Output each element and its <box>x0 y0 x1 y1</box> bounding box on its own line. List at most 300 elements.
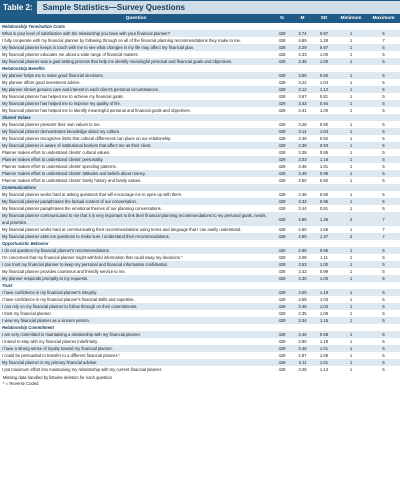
table-row <box>0 86 400 93</box>
n-cell: 429 <box>272 275 292 282</box>
min-cell: 1 <box>335 121 367 128</box>
table-row <box>0 338 400 345</box>
question-cell: My financial planner paraphrases the factual content of our conversation. <box>0 198 272 205</box>
mean-cell: 3.03 <box>292 156 313 163</box>
table-row <box>0 156 400 163</box>
max-cell: 5 <box>367 86 400 93</box>
section-row <box>0 114 400 121</box>
n-cell: 428 <box>272 212 292 226</box>
table-row <box>0 163 400 170</box>
col-sd: SD <box>313 14 335 23</box>
question-cell: I have confidence in my financial planner's integrity. <box>0 289 272 296</box>
min-cell: 1 <box>335 93 367 100</box>
max-cell: 5 <box>367 198 400 205</box>
table-title-bar <box>0 0 400 14</box>
mean-cell: 3.32 <box>292 198 313 205</box>
min-cell: 1 <box>335 86 367 93</box>
table-title: Sample Statistics—Survey Questions <box>42 3 185 12</box>
min-cell: 1 <box>335 345 367 352</box>
n-cell: 429 <box>272 30 292 37</box>
sd-cell: 1.14 <box>313 366 335 373</box>
question-cell: My financial planner works hard at communicating their recommendations using terms and language that I can easily understand. <box>0 226 272 233</box>
n-cell: 429 <box>272 366 292 373</box>
sd-cell: 1.56 <box>313 226 335 233</box>
table-row <box>0 317 400 324</box>
min-cell: 1 <box>335 163 367 170</box>
mean-cell: 2.87 <box>292 352 313 359</box>
min-cell: 1 <box>335 135 367 142</box>
n-cell: 429 <box>272 163 292 170</box>
min-cell: 2 <box>335 233 367 240</box>
mean-cell: 3.35 <box>292 58 313 65</box>
question-cell: My financial planner recognizes limits that cultural differences can place on our relationship. <box>0 135 272 142</box>
footnote: * = Reverse Coded <box>3 381 39 386</box>
sd-cell: 0.85 <box>313 247 335 254</box>
max-cell: 5 <box>367 296 400 303</box>
mean-cell: 3.55 <box>292 296 313 303</box>
n-cell: 429 <box>272 254 292 261</box>
sd-cell: 0.90 <box>313 191 335 198</box>
col-max: Maximum <box>367 14 400 23</box>
sd-cell: 0.97 <box>313 44 335 51</box>
col-m: M <box>292 14 313 23</box>
mean-cell: 3.30 <box>292 275 313 282</box>
sd-cell: 1.00 <box>313 107 335 114</box>
sd-cell: 0.81 <box>313 205 335 212</box>
n-cell: 429 <box>272 310 292 317</box>
table-row <box>0 93 400 100</box>
mean-cell: 3.53 <box>292 261 313 268</box>
question-cell: I have a strong sense of loyalty toward my financial planner. <box>0 345 272 352</box>
table-row <box>0 128 400 135</box>
section-row <box>0 324 400 331</box>
mean-cell: 3.42 <box>292 268 313 275</box>
mean-cell: 3.43 <box>292 100 313 107</box>
col-min: Minimum <box>335 14 367 23</box>
table-row <box>0 37 400 44</box>
question-cell: I can rely on my financial planner to follow through on their commitments. <box>0 303 272 310</box>
max-cell: 5 <box>367 128 400 135</box>
table-row <box>0 261 400 268</box>
section-row <box>0 184 400 191</box>
min-cell: 1 <box>335 100 367 107</box>
max-cell: 5 <box>367 107 400 114</box>
question-cell: My financial planner keeps in touch with me to see what changes in my life may affect my financial plan. <box>0 44 272 51</box>
question-cell: I intend to stay with my financial planner indefinitely. <box>0 338 272 345</box>
max-cell: 7 <box>367 37 400 44</box>
max-cell: 5 <box>367 191 400 198</box>
sd-cell: 1.00 <box>313 51 335 58</box>
mean-cell: 3.46 <box>292 331 313 338</box>
min-cell: 1 <box>335 296 367 303</box>
sd-cell: 1.00 <box>313 261 335 268</box>
mean-cell: 3.60 <box>292 72 313 79</box>
n-cell: 429 <box>272 345 292 352</box>
min-cell: 1 <box>335 317 367 324</box>
col-question: Question <box>0 14 272 23</box>
table-row <box>0 310 400 317</box>
table-row <box>0 51 400 58</box>
max-cell: 5 <box>367 331 400 338</box>
min-cell: 1 <box>335 275 367 282</box>
mean-cell: 3.08 <box>292 254 313 261</box>
min-cell: 1 <box>335 198 367 205</box>
mean-cell: 3.12 <box>292 86 313 93</box>
section-row <box>0 65 400 72</box>
mean-cell: 3.22 <box>292 79 313 86</box>
mean-cell: 3.28 <box>292 121 313 128</box>
sd-cell: 1.08 <box>313 310 335 317</box>
question-cell: My financial planner communicated to me that it is very important to link their financial planning recommendations to my personal goals, needs, and priorities. <box>0 212 272 226</box>
mean-cell: 3.45 <box>292 163 313 170</box>
max-cell: 5 <box>367 30 400 37</box>
max-cell: 7 <box>367 226 400 233</box>
question-cell: My planner offers good investment advice. <box>0 79 272 86</box>
min-cell: 1 <box>335 107 367 114</box>
mean-cell: 4.60 <box>292 212 313 226</box>
n-cell: 429 <box>272 359 292 366</box>
sd-cell: 1.19 <box>313 338 335 345</box>
table-row <box>0 100 400 107</box>
min-cell: 1 <box>335 142 367 149</box>
table-row <box>0 177 400 184</box>
table-row <box>0 296 400 303</box>
question-cell: I have confidence in my financial planner's financial skills and expertise. <box>0 296 272 303</box>
max-cell: 5 <box>367 247 400 254</box>
min-cell: 1 <box>335 352 367 359</box>
min-cell: 1 <box>335 149 367 156</box>
max-cell: 5 <box>367 156 400 163</box>
n-cell: 429 <box>272 107 292 114</box>
table-row <box>0 352 400 359</box>
question-cell: I view my financial planner as a sincere person. <box>0 317 272 324</box>
n-cell: 429 <box>272 338 292 345</box>
question-cell: My planner responds promptly to my requests. <box>0 275 272 282</box>
question-cell: I trust my financial planner. <box>0 310 272 317</box>
table-row <box>0 359 400 366</box>
n-cell: 429 <box>272 191 292 198</box>
footnote: Missing data handled by listwise deletion for each question <box>3 375 112 380</box>
sd-cell: 0.99 <box>313 268 335 275</box>
n-cell: 429 <box>272 352 292 359</box>
max-cell: 5 <box>367 275 400 282</box>
max-cell: 5 <box>367 100 400 107</box>
table-row <box>0 212 400 226</box>
min-cell: 1 <box>335 268 367 275</box>
question-cell: I put maximum effort into maintaining my relationship with my current financial planner. <box>0 366 272 373</box>
mean-cell: 3.39 <box>292 142 313 149</box>
footnotes <box>0 373 400 387</box>
question-cell: I can trust my financial planner to keep my personal and financial information confidential. <box>0 261 272 268</box>
sd-cell: 1.01 <box>313 345 335 352</box>
table-row <box>0 268 400 275</box>
min-cell: 1 <box>335 331 367 338</box>
min-cell: 1 <box>335 254 367 261</box>
max-cell: 5 <box>367 177 400 184</box>
n-cell: 429 <box>272 72 292 79</box>
sd-cell: 1.03 <box>313 303 335 310</box>
mean-cell: 3.29 <box>292 44 313 51</box>
question-cell: My financial planner demonstrates knowledge about my culture. <box>0 128 272 135</box>
min-cell: 1 <box>335 37 367 44</box>
min-cell: 1 <box>335 303 367 310</box>
max-cell: 5 <box>367 149 400 156</box>
question-cell: I do not question my financial planner's recommendations. <box>0 247 272 254</box>
max-cell: 5 <box>367 254 400 261</box>
sd-cell: 1.16 <box>313 156 335 163</box>
table-number: Table 2: <box>0 1 37 14</box>
question-cell: Planner makes effort to understand clients' attitudes and beliefs about money. <box>0 170 272 177</box>
min-cell: 1 <box>335 44 367 51</box>
sd-cell: 0.98 <box>313 170 335 177</box>
sd-cell: 1.01 <box>313 163 335 170</box>
mean-cell: 3.14 <box>292 128 313 135</box>
max-cell: 5 <box>367 352 400 359</box>
col-n: N <box>272 14 292 23</box>
sd-cell: 1.37 <box>313 233 335 240</box>
mean-cell: 3.00 <box>292 289 313 296</box>
sd-cell: 0.92 <box>313 72 335 79</box>
sd-cell: 0.85 <box>313 149 335 156</box>
mean-cell: 3.45 <box>292 303 313 310</box>
sd-cell: 0.92 <box>313 135 335 142</box>
n-cell: 430 <box>272 247 292 254</box>
min-cell: 1 <box>335 51 367 58</box>
sd-cell: 1.19 <box>313 289 335 296</box>
max-cell: 5 <box>367 268 400 275</box>
question-cell: My planner helps me to make good financial decisions. <box>0 72 272 79</box>
mean-cell: 3.34 <box>292 317 313 324</box>
mean-cell: 3.25 <box>292 366 313 373</box>
table-row <box>0 303 400 310</box>
table-row <box>0 79 400 86</box>
question-cell: My planner shows genuine care and interest in each client's personal circumstances. <box>0 86 272 93</box>
table-row <box>0 135 400 142</box>
min-cell: 1 <box>335 128 367 135</box>
question-cell: What is your level of satisfaction with the relationship you have with your financial planner? <box>0 30 272 37</box>
min-cell: 1 <box>335 79 367 86</box>
n-cell: 428 <box>272 51 292 58</box>
max-cell: 5 <box>367 317 400 324</box>
max-cell: 5 <box>367 170 400 177</box>
mean-cell: 3.46 <box>292 345 313 352</box>
table-row <box>0 345 400 352</box>
sd-cell: 1.28 <box>313 37 335 44</box>
max-cell: 5 <box>367 135 400 142</box>
n-cell: 429 <box>272 261 292 268</box>
max-cell: 5 <box>367 338 400 345</box>
table-row <box>0 58 400 65</box>
max-cell: 5 <box>367 163 400 170</box>
sd-cell: 1.15 <box>313 317 335 324</box>
min-cell: 1 <box>335 310 367 317</box>
n-cell: 428 <box>272 226 292 233</box>
table-row <box>0 107 400 114</box>
table-row <box>0 205 400 212</box>
survey-table <box>0 14 400 373</box>
sd-cell: 0.88 <box>313 331 335 338</box>
sd-cell: 1.00 <box>313 275 335 282</box>
question-cell: My financial planner educates me about a wide range of financial matters. <box>0 51 272 58</box>
table-row <box>0 247 400 254</box>
n-cell: 429 <box>272 198 292 205</box>
section-label: Relationship Benefits <box>0 65 400 72</box>
section-label: Opportunistic Behavior <box>0 240 400 247</box>
question-cell: Planner makes effort to understand clients' personality. <box>0 156 272 163</box>
min-cell: 1 <box>335 261 367 268</box>
n-cell: 429 <box>272 86 292 93</box>
sd-cell: 0.92 <box>313 177 335 184</box>
max-cell: 5 <box>367 51 400 58</box>
n-cell: 428 <box>272 44 292 51</box>
n-cell: 429 <box>272 156 292 163</box>
table-row <box>0 170 400 177</box>
question-cell: My financial planner has helped me to improve my quality of life. <box>0 100 272 107</box>
mean-cell: 4.50 <box>292 226 313 233</box>
max-cell: 5 <box>367 58 400 65</box>
n-cell: 429 <box>272 317 292 324</box>
section-label: Trust <box>0 282 400 289</box>
table-row <box>0 275 400 282</box>
max-cell: 5 <box>367 79 400 86</box>
table-row <box>0 198 400 205</box>
mean-cell: 3.36 <box>292 191 313 198</box>
section-row <box>0 282 400 289</box>
min-cell: 1 <box>335 156 367 163</box>
sd-cell: 0.94 <box>313 100 335 107</box>
n-cell: 429 <box>272 303 292 310</box>
mean-cell: 3.38 <box>292 149 313 156</box>
mean-cell: 4.90 <box>292 233 313 240</box>
question-cell: My financial planner works hard at asking questions that will encourage me to open up with them. <box>0 191 272 198</box>
n-cell: 429 <box>272 296 292 303</box>
min-cell: 1 <box>335 338 367 345</box>
max-cell: 5 <box>367 121 400 128</box>
question-cell: I'm concerned that my financial planner might withhold information that could sway my decisions.* <box>0 254 272 261</box>
max-cell: 5 <box>367 261 400 268</box>
table-row <box>0 233 400 240</box>
max-cell: 5 <box>367 93 400 100</box>
min-cell: 1 <box>335 247 367 254</box>
sd-cell: 1.12 <box>313 86 335 93</box>
min-cell: 1 <box>335 58 367 65</box>
min-cell: 1 <box>335 191 367 198</box>
min-cell: 2 <box>335 212 367 226</box>
question-cell: My financial planner has helped me to achieve my financial goals. <box>0 93 272 100</box>
mean-cell: 2.68 <box>292 247 313 254</box>
question-cell: My financial planner was a goal setting process that help me identify meaningful personal and financial goals and objectives. <box>0 58 272 65</box>
max-cell: 5 <box>367 44 400 51</box>
max-cell: 5 <box>367 359 400 366</box>
question-cell: My financial planner paraphrases the emotional themes of our planning conversations. <box>0 205 272 212</box>
table-row <box>0 72 400 79</box>
section-label: Relationship Termination Costs <box>0 23 400 30</box>
min-cell: 1 <box>335 170 367 177</box>
question-cell: I fully cooperate with my financial planner by following through on all of the financial planning recommendations they make to me. <box>0 37 272 44</box>
n-cell: 429 <box>272 100 292 107</box>
table-row <box>0 121 400 128</box>
table-row <box>0 331 400 338</box>
question-cell: Planner makes effort to understand clients' cultural values. <box>0 149 272 156</box>
n-cell: 429 <box>272 205 292 212</box>
n-cell: 429 <box>272 128 292 135</box>
sd-cell: 1.04 <box>313 128 335 135</box>
mean-cell: 3.67 <box>292 93 313 100</box>
sd-cell: 1.11 <box>313 254 335 261</box>
question-cell: My financial planner is my primary financial adviser. <box>0 359 272 366</box>
sd-cell: 0.81 <box>313 93 335 100</box>
min-cell: 1 <box>335 366 367 373</box>
table-body <box>0 23 400 373</box>
max-cell: 5 <box>367 366 400 373</box>
mean-cell: 3.11 <box>292 359 313 366</box>
sd-cell: 1.36 <box>313 212 335 226</box>
n-cell: 429 <box>272 142 292 149</box>
mean-cell: 4.89 <box>292 37 313 44</box>
header-row <box>0 14 400 23</box>
min-cell: 1 <box>335 72 367 79</box>
mean-cell: 3.41 <box>292 107 313 114</box>
sd-cell: 1.01 <box>313 359 335 366</box>
mean-cell: 3.35 <box>292 310 313 317</box>
n-cell: 429 <box>272 177 292 184</box>
table-row <box>0 226 400 233</box>
n-cell: 429 <box>272 58 292 65</box>
sd-cell: 1.00 <box>313 58 335 65</box>
n-cell: 429 <box>272 289 292 296</box>
section-label: Relationship Commitment <box>0 324 400 331</box>
mean-cell: 3.44 <box>292 205 313 212</box>
sd-cell: 1.08 <box>313 352 335 359</box>
sd-cell: 0.90 <box>313 121 335 128</box>
max-cell: 5 <box>367 310 400 317</box>
min-cell: 1 <box>335 226 367 233</box>
max-cell: 7 <box>367 212 400 226</box>
question-cell: I am very committed to maintaining a relationship with my financial planner. <box>0 331 272 338</box>
table-row <box>0 254 400 261</box>
min-cell: 1 <box>335 177 367 184</box>
question-cell: My financial planner asks me questions to make sure I understand their recommendations. <box>0 233 272 240</box>
sd-cell: 0.93 <box>313 142 335 149</box>
n-cell: 429 <box>272 170 292 177</box>
n-cell: 429 <box>272 135 292 142</box>
section-label: Communications <box>0 184 400 191</box>
mean-cell: 3.50 <box>292 177 313 184</box>
section-row <box>0 23 400 30</box>
table-row <box>0 142 400 149</box>
question-cell: Planner makes effort to understand clients' family history and family values. <box>0 177 272 184</box>
n-cell: 429 <box>272 93 292 100</box>
n-cell: 428 <box>272 233 292 240</box>
sd-cell: 1.04 <box>313 79 335 86</box>
question-cell: My financial planner presents their own values to me. <box>0 121 272 128</box>
max-cell: 7 <box>367 233 400 240</box>
mean-cell: 3.33 <box>292 51 313 58</box>
n-cell: 429 <box>272 331 292 338</box>
max-cell: 5 <box>367 303 400 310</box>
min-cell: 1 <box>335 30 367 37</box>
max-cell: 5 <box>367 289 400 296</box>
n-cell: 429 <box>272 149 292 156</box>
table-row <box>0 44 400 51</box>
sd-cell: 0.97 <box>313 30 335 37</box>
max-cell: 5 <box>367 142 400 149</box>
min-cell: 1 <box>335 205 367 212</box>
min-cell: 1 <box>335 359 367 366</box>
sd-cell: 0.95 <box>313 198 335 205</box>
n-cell: 429 <box>272 121 292 128</box>
mean-cell: 3.49 <box>292 135 313 142</box>
